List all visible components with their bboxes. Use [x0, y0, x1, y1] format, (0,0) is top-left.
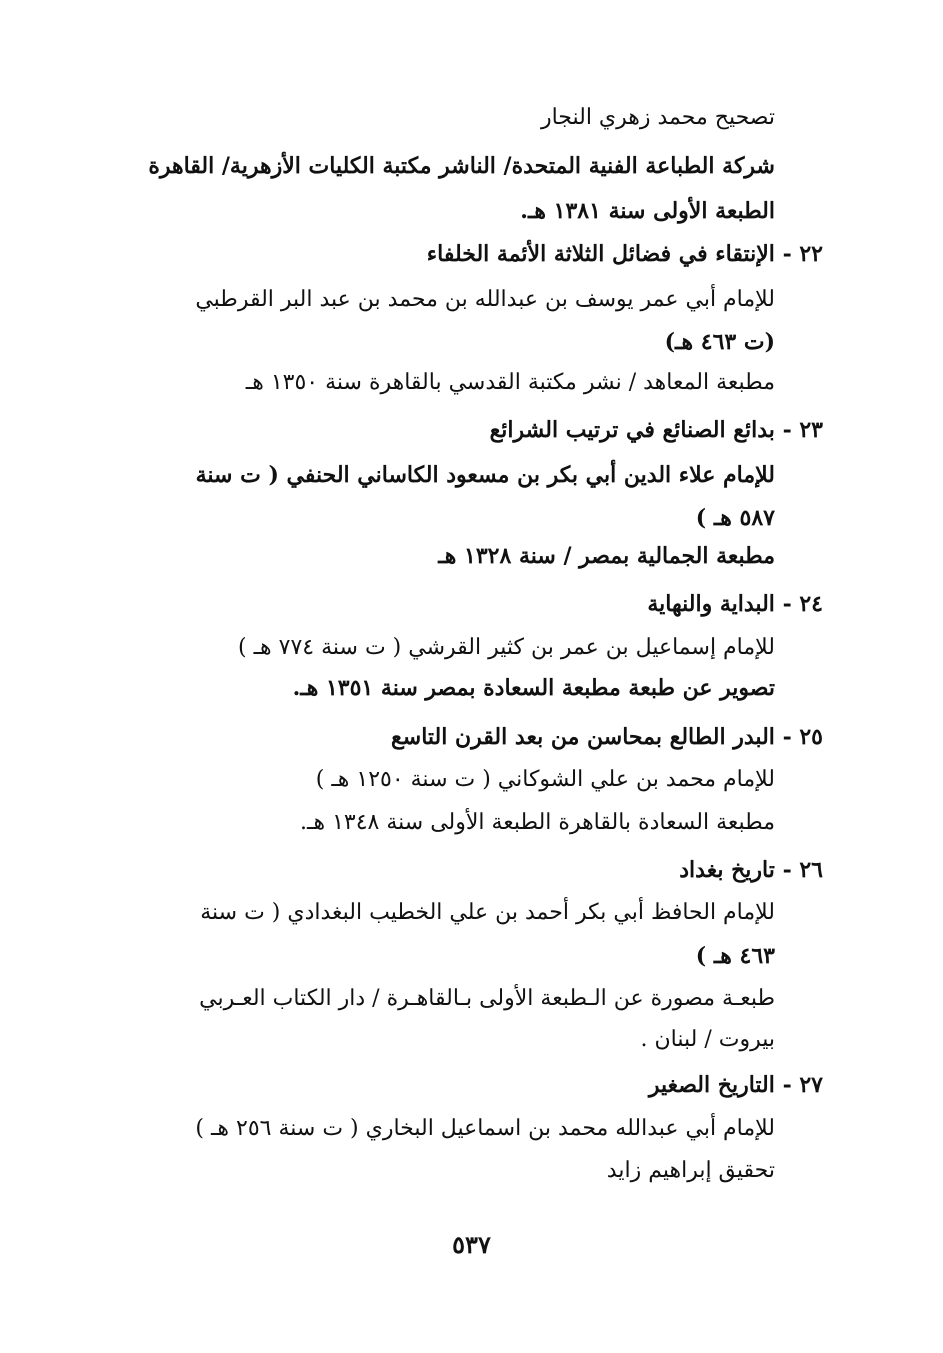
entry-24-edition: تصوير عن طبعة مطبعة السعادة بمصر سنة ١٣٥١ هـ. — [292, 675, 775, 701]
entry-22-heading — [427, 239, 823, 269]
entry-number: ٢٣ - — [782, 417, 823, 443]
entry-number: ٢٥ - — [782, 724, 823, 750]
entry-24-heading — [647, 589, 823, 619]
entry-title: بدائع الصنائع في ترتيب الشرائع — [489, 417, 775, 443]
entry-title: البداية والنهاية — [647, 591, 775, 617]
entry-27-editor: تحقيق إبراهيم زايد — [606, 1158, 775, 1183]
entry-26-heading — [679, 855, 823, 885]
entry-title: تاريخ بغداد — [679, 857, 775, 883]
entry-23-heading — [490, 415, 823, 445]
entry-26-author: للإمام الحافظ أبي بكر أحمد بن علي الخطيب البغدادي ( ت سنة — [200, 900, 775, 925]
entry-23-edition: مطبعة الجمالية بمصر / سنة ١٣٢٨ هـ — [438, 543, 775, 569]
entry-number: ٢٦ - — [782, 857, 823, 883]
entry-number: ٢٧ - — [782, 1072, 823, 1098]
page-number: ٥٣٧ — [452, 1230, 491, 1259]
entry-23-author: للإمام علاء الدين أبي بكر بن مسعود الكاساني الحنفي ( ت سنة — [195, 462, 775, 488]
entry-26-edition: طبعـة مصورة عن الـطبعة الأولى بـالقاهـرة / دار الكتاب العـربي — [199, 986, 775, 1011]
entry-26-death-year: ٤٦٣ هـ ) — [695, 943, 775, 969]
entry-number: ٢٢ - — [782, 241, 823, 267]
entry-22-edition: مطبعة المعاهد / نشر مكتبة القدسي بالقاهرة سنة ١٣٥٠ هـ — [245, 370, 775, 395]
entry-22-death-year: (ت ٤٦٣ هـ) — [664, 329, 775, 355]
entry-26-place: بيروت / لبنان . — [640, 1027, 775, 1052]
entry-title: البدر الطالع بمحاسن من بعد القرن التاسع — [391, 724, 775, 750]
entry-23-death-year: ٥٨٧ هـ ) — [695, 505, 775, 531]
entry-22-author: للإمام أبي عمر يوسف بن عبدالله بن محمد بن عبد البر القرطبي — [195, 287, 775, 312]
entry-27-heading — [649, 1070, 823, 1100]
entry-27-author: للإمام أبي عبدالله محمد بن اسماعيل البخاري ( ت سنة ٢٥٦ هـ ) — [195, 1116, 775, 1141]
edited-by-line: تصحيح محمد زهري النجار — [540, 105, 775, 130]
entry-25-heading — [391, 722, 823, 752]
publisher-line: شركة الطباعة الفنية المتحدة/ الناشر مكتبة الكليات الأزهرية/ القاهرة — [148, 153, 775, 179]
entry-24-author: للإمام إسماعيل بن عمر بن كثير القرشي ( ت سنة ٧٧٤ هـ ) — [238, 635, 775, 660]
entry-25-author: للإمام محمد بن علي الشوكاني ( ت سنة ١٢٥٠ هـ ) — [315, 767, 775, 792]
entry-25-edition: مطبعة السعادة بالقاهرة الطبعة الأولى سنة ١٣٤٨ هـ. — [300, 810, 775, 835]
entry-number: ٢٤ - — [782, 591, 823, 617]
entry-title: الإنتقاء في فضائل الثلاثة الأئمة الخلفاء — [426, 241, 775, 267]
edition-line: الطبعة الأولى سنة ١٣٨١ هـ. — [520, 198, 775, 224]
entry-title: التاريخ الصغير — [648, 1072, 775, 1098]
